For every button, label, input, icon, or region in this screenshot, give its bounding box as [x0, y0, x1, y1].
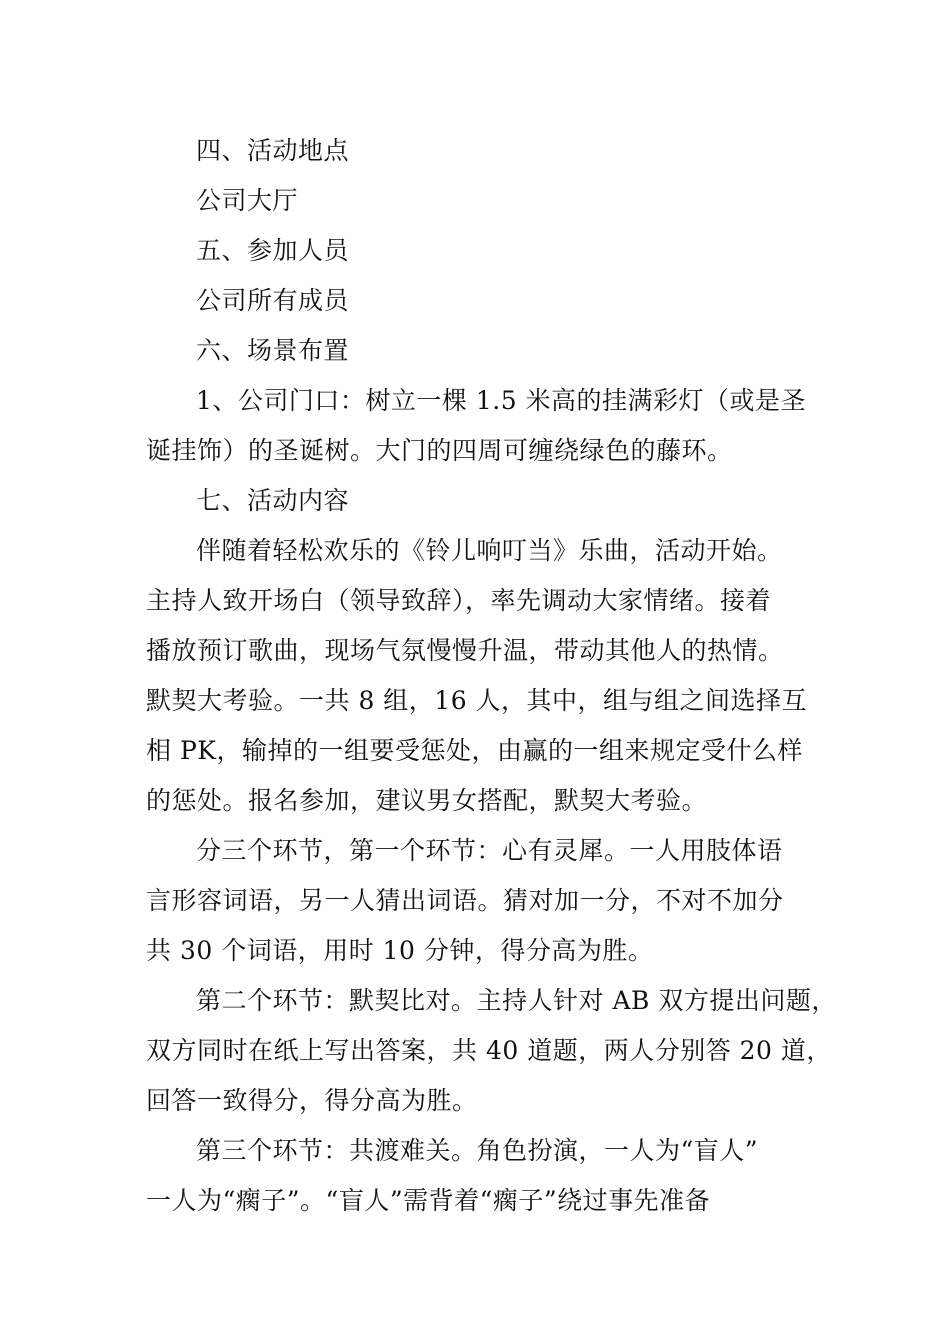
paragraph-line: 伴随着轻松欢乐的《铃儿响叮当》乐曲，活动开始。: [196, 536, 783, 565]
paragraph-line: 公司大厅: [196, 186, 299, 215]
paragraph-line: 相 PK，输掉的一组要受惩处，由赢的一组来规定受什么样: [146, 736, 803, 765]
section-heading-scene: 六、场景布置: [196, 336, 350, 365]
paragraph-line: 诞挂饰）的圣诞树。大门的四周可缠绕绿色的藤环。: [146, 436, 733, 465]
paragraph-line: 主持人致开场白（领导致辞），率先调动大家情绪。接着: [146, 586, 772, 615]
paragraph-line: 共 30 个词语，用时 10 分钟，得分高为胜。: [146, 936, 654, 965]
paragraph-line: 播放预订歌曲，现场气氛慢慢升温，带动其他人的热情。: [146, 636, 784, 665]
paragraph-line: 的惩处。报名参加，建议男女搭配，默契大考验。: [146, 786, 708, 815]
paragraph-line: 回答一致得分，得分高为胜。: [146, 1086, 478, 1115]
paragraph-line: 1、公司门口：树立一棵 1.5 米高的挂满彩灯（或是圣: [196, 386, 807, 415]
paragraph-line: 公司所有成员: [196, 286, 350, 315]
document-body: [146, 126, 837, 1226]
paragraph-line: 言形容词语，另一人猜出词语。猜对加一分，不对不加分: [146, 886, 784, 915]
paragraph-line: 双方同时在纸上写出答案，共 40 道题，两人分别答 20 道，: [146, 1036, 832, 1065]
paragraph-line: 一人为“瘸子”。“盲人”需背着“瘸子”绕过事先准备: [146, 1186, 711, 1215]
paragraph-line: 第三个环节：共渡难关。角色扮演，一人为“盲人”: [196, 1136, 759, 1165]
section-heading-participants: 五、参加人员: [196, 236, 350, 265]
paragraph-line: 分三个环节，第一个环节：心有灵犀。一人用肢体语: [196, 836, 783, 865]
section-heading-location: 四、活动地点: [196, 136, 350, 165]
section-heading-content: 七、活动内容: [196, 486, 350, 515]
paragraph-line: 默契大考验。一共 8 组，16 人，其中，组与组之间选择互: [146, 686, 808, 715]
paragraph-line: 第二个环节：默契比对。主持人针对 AB 双方提出问题，: [196, 986, 837, 1015]
